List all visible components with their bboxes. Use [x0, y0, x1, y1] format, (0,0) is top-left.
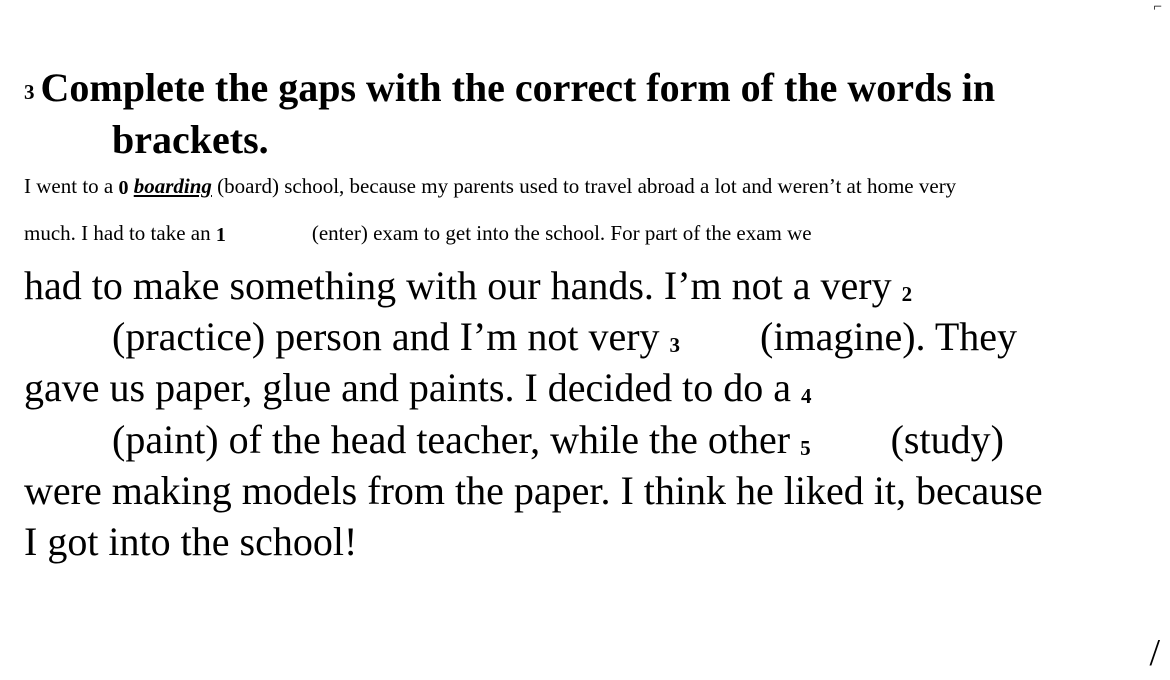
line1-part-b: (board) school, because my parents used to travel abroad a lot and weren’t at home very	[211, 174, 957, 198]
score-mark: /	[1149, 632, 1160, 674]
body-line-6	[24, 414, 1159, 465]
body-line-5	[24, 362, 1159, 413]
gap-number-4: 4	[801, 384, 812, 409]
body-line-2	[24, 223, 1159, 244]
line6-part-a: (paint) of the head teacher, while the other	[112, 416, 801, 462]
line4-part-a: (practice) person and I’m not very	[112, 314, 670, 360]
exercise-heading	[24, 62, 1124, 166]
body-line-4	[24, 311, 1159, 362]
line1-part-a: I went to a	[24, 174, 119, 198]
exercise-heading-line2: brackets.	[112, 117, 269, 162]
line5-part-a: gave us paper, glue and paints. I decided to do a	[24, 365, 802, 411]
gap-number-0: 0	[118, 177, 129, 199]
gap-answer-0: boarding	[133, 174, 212, 198]
exercise-number: 3	[24, 80, 35, 104]
gap-number-3: 3	[669, 333, 681, 358]
exercise-body	[24, 176, 1159, 567]
body-line-1	[24, 176, 1159, 197]
line2-part-b: (enter) exam to get into the school. For part of the exam we	[311, 221, 812, 245]
body-line-8: I got into the school!	[24, 518, 358, 564]
line4-part-b: (imagine). They	[760, 314, 1017, 360]
exercise-heading-line1: Complete the gaps with the correct form of the words in	[40, 65, 996, 110]
line6-part-b: (study)	[890, 416, 1004, 462]
corner-mark: ⌐	[1153, 0, 1162, 15]
line2-part-a: much. I had to take an	[24, 221, 216, 245]
gap-number-5: 5	[800, 435, 811, 460]
gap-number-1: 1	[215, 224, 226, 246]
body-line-3	[24, 260, 1159, 311]
line3-part-a: had to make something with our hands. I’m not a very	[24, 263, 902, 308]
body-line-7: were making models from the paper. I think he liked it, because	[24, 467, 1043, 513]
gap-number-2: 2	[901, 282, 913, 306]
